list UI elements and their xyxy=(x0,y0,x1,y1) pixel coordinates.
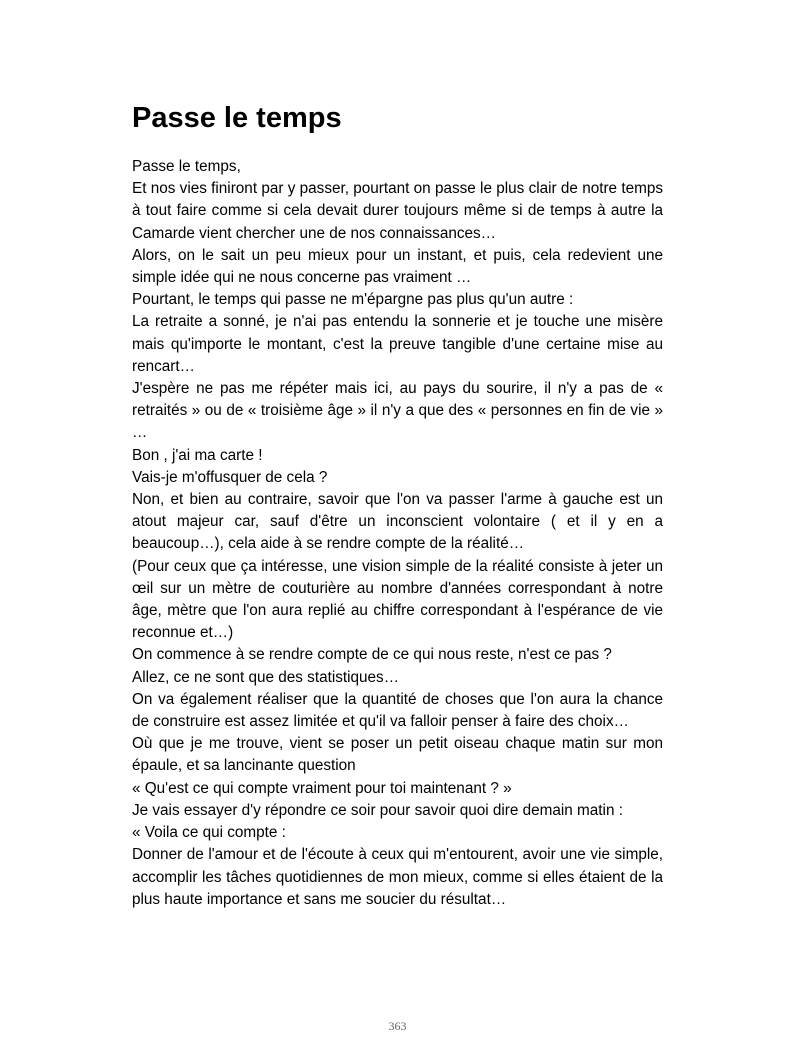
paragraph: « Voila ce qui compte : xyxy=(132,824,286,842)
paragraph: Bon , j'ai ma carte ! xyxy=(132,446,263,464)
paragraph: On commence à se rendre compte de ce qui nous reste, n'est ce pas ? xyxy=(132,646,612,664)
paragraph: Où que je me trouve, vient se poser un petit oiseau chaque matin sur mon épaule, et sa lancinante question xyxy=(132,735,663,775)
paragraph: Donner de l'amour et de l'écoute à ceux qui m'entourent, avoir une vie simple, accomplir les tâches quotidiennes de mon mieux, comme si elles étaient de la plus haute importance et sans me soucier du résultat… xyxy=(132,846,663,908)
paragraph: Allez, ce ne sont que des statistiques… xyxy=(132,668,399,686)
paragraph: Alors, on le sait un peu mieux pour un instant, et puis, cela redevient une simple idée qui ne nous concerne pas vraiment … xyxy=(132,246,663,287)
paragraph: J'espère ne pas me répéter mais ici, au pays du sourire, il n'y a pas de « retraités » ou de « troisième âge » il n'y a que des « personnes en fin de vie » … xyxy=(132,380,663,442)
paragraph: Je vais essayer d'y répondre ce soir pour savoir quoi dire demain matin : xyxy=(132,801,623,819)
body-text xyxy=(132,156,663,911)
paragraph: (Pour ceux que ça intéresse, une vision simple de la réalité consiste à jeter un œil sur un mètre de couturière au nombre d'années correspondant à notre âge, mètre que l'on aura replié au chiffre correspondant à l'espérance de vie reconnue et…) xyxy=(132,557,663,642)
paragraph: On va également réaliser que la quantité de choses que l'on aura la chance de construire est assez limitée et qu'il va falloir penser à faire des choix… xyxy=(132,690,663,731)
paragraph: La retraite a sonné, je n'ai pas entendu la sonnerie et je touche une misère mais qu'importe le montant, c'est la preuve tangible d'une certaine mise au rencart… xyxy=(132,313,663,375)
page-title: Passe le temps xyxy=(132,102,342,134)
paragraph: Et nos vies finiront par y passer, pourtant on passe le plus clair de notre temps à tout faire comme si cela devait durer toujours même si de temps à autre la Camarde vient chercher une de nos connaissances… xyxy=(132,180,663,242)
paragraph: « Qu'est ce qui compte vraiment pour toi maintenant ? » xyxy=(132,779,512,797)
paragraph: Non, et bien au contraire, savoir que l'on va passer l'arme à gauche est un atout majeur car, sauf d'être un inconscient volontaire ( et il y en a beaucoup…), cela aide à se rendre compte de la réalité… xyxy=(132,491,663,553)
paragraph: Pourtant, le temps qui passe ne m'épargne pas plus qu'un autre : xyxy=(132,291,574,309)
page-number: 363 xyxy=(388,1019,407,1033)
paragraph: Vais-je m'offusquer de cela ? xyxy=(132,468,328,486)
paragraph: Passe le temps, xyxy=(132,158,241,175)
